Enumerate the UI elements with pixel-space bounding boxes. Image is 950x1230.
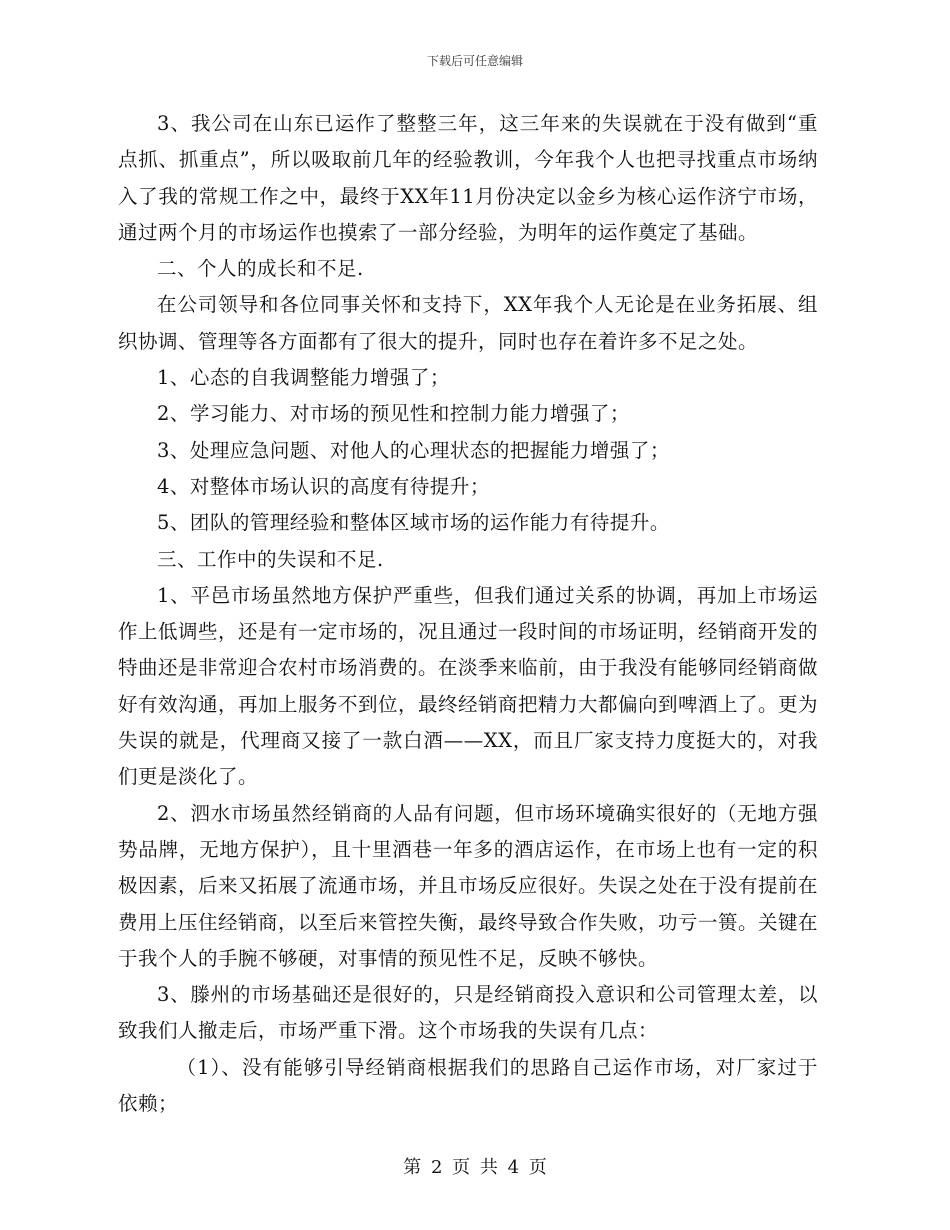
page-header: 下载后可任意编辑 — [426, 54, 523, 68]
sub-list-item: （1）、没有能够引导经销商根据我们的思路自己运作市场，对厂家过于依赖； — [118, 1055, 818, 1116]
section-heading: 三、工作中的失误和不足. — [157, 547, 384, 571]
section-heading: 二、个人的成长和不足. — [157, 257, 364, 281]
paragraph: 3、滕州的市场基础还是很好的，只是经销商投入意识和公司管理太差，以致我们人撤走后，市场严重下滑。这个市场我的失误有几点： — [118, 983, 818, 1043]
paragraph: 在公司领导和各位同事关怀和支持下，XX年我个人无论是在业务拓展、组织协调、管理等各方面都有了很大的提升，同时也存在着许多不足之处。 — [118, 293, 818, 353]
list-item: 5、团队的管理经验和整体区域市场的运作能力有待提升。 — [157, 511, 670, 535]
paragraph: 2、泗水市场虽然经销商的人品有问题，但市场环境确实很好的（无地方强势品牌，无地方保护），且十里酒巷一年多的酒店运作，在市场上也有一定的积极因素，后来又拓展了流通市场，并且市场反应很好。失误之处在于没有提前在费用上压住经销商，以至后来管控失衡，最终导致合作失败，功亏一篑。关键在于我个人的手腕不够硬，对事情的预见性不足，反映不够快。 — [118, 801, 819, 970]
list-item: 1、心态的自我调整能力增强了； — [157, 366, 450, 390]
list-item: 4、对整体市场认识的高度有待提升； — [157, 474, 490, 498]
paragraph: 1、平邑市场虽然地方保护严重些，但我们通过关系的协调，再加上市场运作上低调些，还是有一定市场的，况且通过一段时间的市场证明，经销商开发的特曲还是非常迎合农村市场消费的。在淡季来临前，由于我没有能够同经销商做好有效沟通，再加上服务不到位，最终经销商把精力大都偏向到啤酒上了。更为失误的就是，代理商又接了一款白酒——XX，而且厂家支持力度挺大的，对我们更是淡化了。 — [118, 583, 819, 789]
list-item: 3、处理应急问题、对他人的心理状态的把握能力增强了； — [157, 438, 670, 462]
page-footer: 第 2 页 共 4 页 — [403, 1157, 547, 1178]
document-body — [118, 106, 818, 1122]
paragraph: 3、我公司在山东已运作了整整三年，这三年来的失误就在于没有做到“重点抓、抓重点”，所以吸取前几年的经验教训，今年我个人也把寻找重点市场纳入了我的常规工作之中，最终于XX年11月份决定以金乡为核心运作济宁市场，通过两个月的市场运作也摸索了一部分经验，为明年的运作奠定了基础。 — [118, 112, 818, 244]
list-item: 2、学习能力、对市场的预见性和控制力能力增强了； — [157, 402, 630, 426]
